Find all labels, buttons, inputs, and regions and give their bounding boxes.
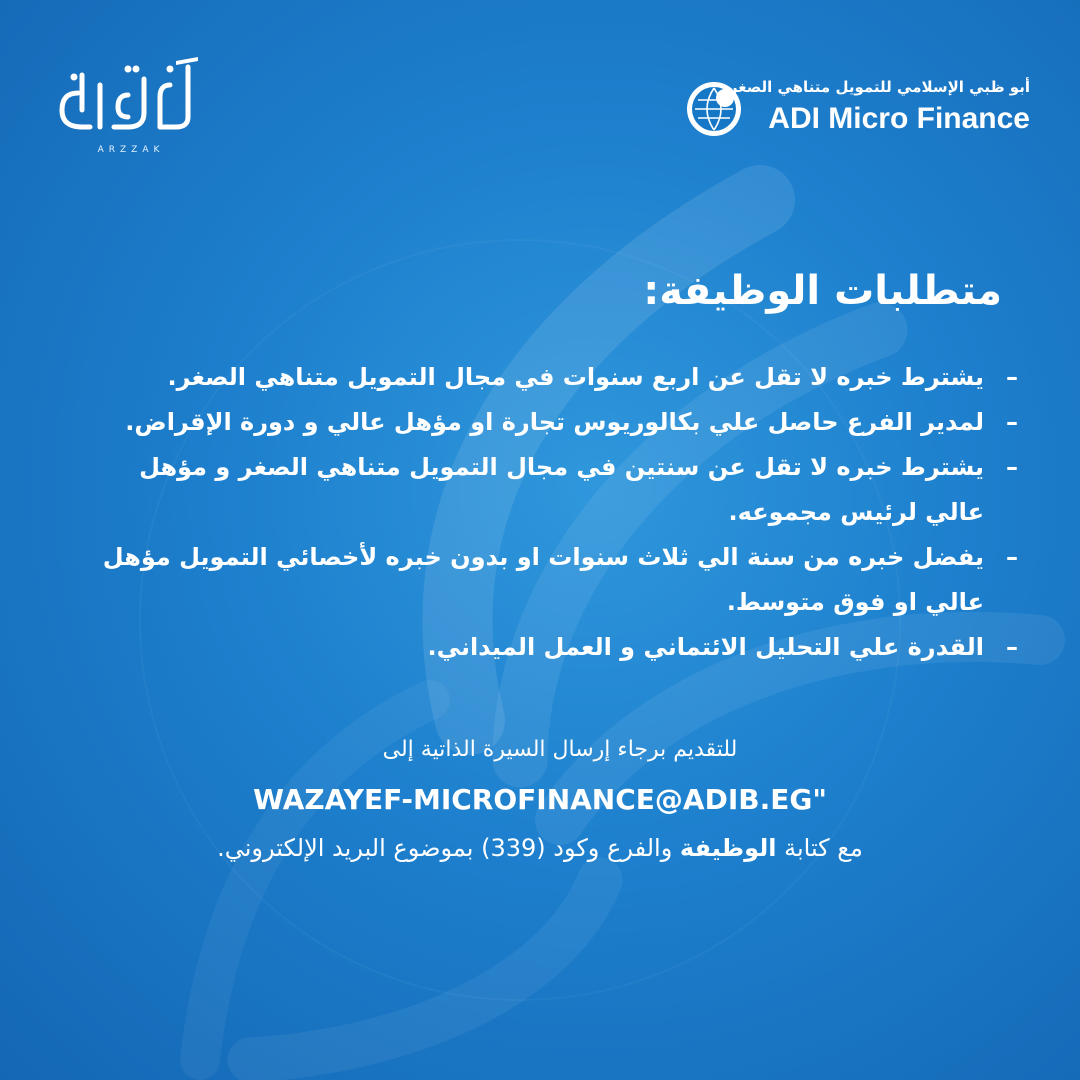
arzzak-logo [48,55,208,165]
adi-micro-finance-logo [685,78,1030,143]
job-requirements-heading: متطلبات الوظيفة: [643,268,1002,314]
apply-instructions [0,730,1080,868]
requirement-text: يفضل خبره من سنة الي ثلاث سنوات او بدون خبره لأخصائي التمويل مؤهل عالي او فوق متوسط. [102,543,984,616]
requirement-item [78,625,1018,670]
note-bold-text: الوظيفة [679,834,777,862]
requirement-item [78,445,1018,535]
requirement-item [78,400,1018,445]
list-dash: – [1006,363,1018,391]
adi-latin-name: ADI Micro Finance [768,102,1030,135]
note-after-text: والفرع وكود (339) بموضوع البريد الإلكتروني. [217,834,673,862]
arzzak-latin-wordmark: ARZZAK [97,145,165,155]
note-before-text: مع كتابة [784,834,863,862]
application-email: WAZAYEF-MICROFINANCE@ADIB.EG" [253,783,827,816]
list-dash: – [1006,408,1018,436]
arzzak-calligraphy-logo-icon [48,55,208,140]
requirement-text: لمدير الفرع حاصل علي بكالوريوس تجارة او مؤهل عالي و دورة الإقراض. [125,408,984,436]
list-dash: – [1006,543,1018,571]
list-dash: – [1006,633,1018,661]
requirements-list [78,355,1018,670]
requirement-text: يشترط خبره لا تقل عن اربع سنوات في مجال التمويل متناهي الصغر. [167,363,984,391]
requirement-text: يشترط خبره لا تقل عن سنتين في مجال التمويل متناهي الصغر و مؤهل عالي لرئيس مجموعه. [139,453,984,526]
requirement-text: القدرة علي التحليل الائتماني و العمل الميداني. [427,633,984,661]
list-dash: – [1006,453,1018,481]
requirement-item [78,355,1018,400]
apply-intro-text: للتقديم برجاء إرسال السيرة الذاتية إلى [382,737,738,762]
adi-arabic-name: أبو ظبي الإسلامي للتمويل متناهي الصغر [728,78,1030,96]
requirement-item [78,535,1018,625]
email-subject-note [0,828,1080,868]
